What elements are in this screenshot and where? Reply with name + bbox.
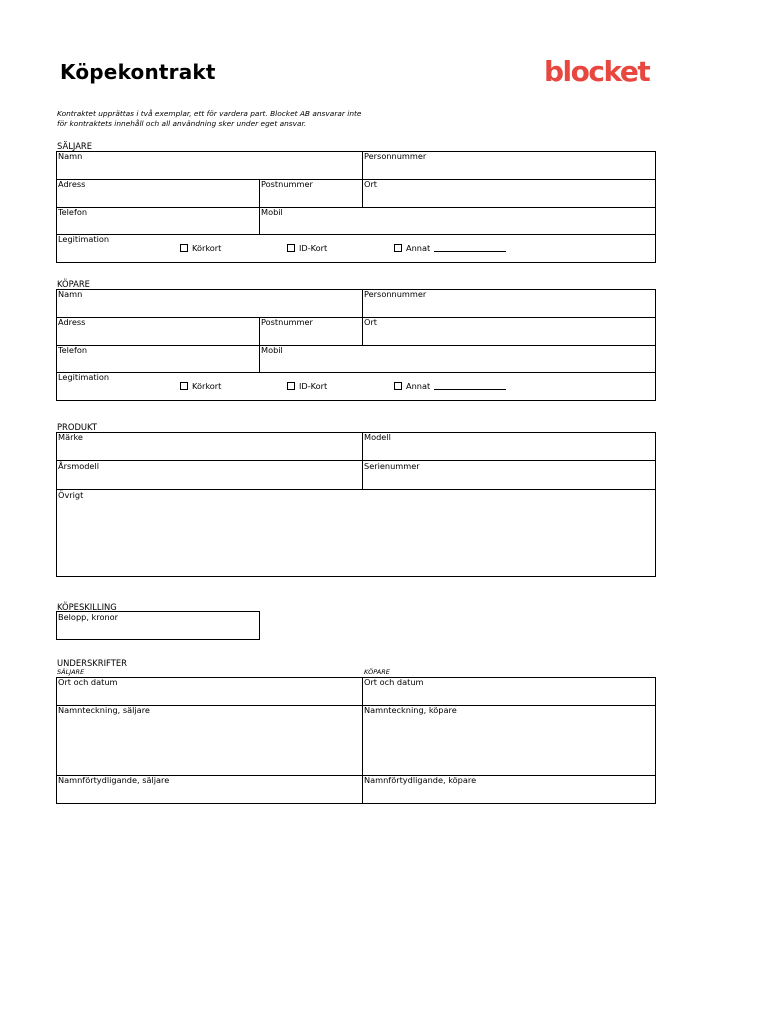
disclaimer-line-1: Kontraktet upprättas i två exemplar, ett för vardera part. Blocket AB ansvarar inte [57,109,362,118]
divider [56,372,656,373]
divider [56,460,656,461]
checkbox-icon[interactable] [394,244,402,252]
buyer-sub-heading: KÖPARE [364,668,390,676]
divider [259,317,260,372]
product-heading: PRODUKT [57,422,97,432]
signatures-heading: UNDERSKRIFTER [57,658,127,668]
divider [56,207,656,208]
price-heading: KÖPESKILLING [57,602,117,612]
divider [362,432,363,489]
disclaimer-line-2: för kontraktets innehåll och all användning sker under eget ansvar. [57,118,307,128]
product-box [56,432,656,577]
divider [56,489,656,490]
seller-mobil-field[interactable]: Mobil [261,207,283,217]
seller-ort-datum-field[interactable]: Ort och datum [58,677,118,687]
buyer-legitimation-label: Legitimation [58,372,110,382]
buyer-postnummer-field[interactable]: Postnummer [261,317,313,327]
product-arsmodell-field[interactable]: Årsmodell [58,461,100,471]
checkbox-icon[interactable] [287,244,295,252]
seller-telefon-field[interactable]: Telefon [58,207,88,217]
seller-sub-heading: SÄLJARE [57,668,85,676]
checkbox-icon[interactable] [180,244,188,252]
buyer-name-field[interactable]: Namn [58,289,83,299]
disclaimer-text [57,109,377,128]
seller-name-clarification-field[interactable]: Namnförtydligande, säljare [58,775,170,785]
buyer-ort-datum-field[interactable]: Ort och datum [364,677,424,687]
buyer-heading: KÖPARE [57,279,90,289]
buyer-telefon-field[interactable]: Telefon [58,345,88,355]
seller-idkort-checkbox[interactable]: ID-Kort [287,243,327,253]
buyer-ort-field[interactable]: Ort [364,317,378,327]
annat-blank-line[interactable] [434,382,506,390]
divider [56,179,656,180]
buyer-adress-field[interactable]: Adress [58,317,86,327]
price-belopp-field[interactable]: Belopp, kronor [58,612,119,622]
checkbox-icon[interactable] [180,382,188,390]
buyer-signature-field[interactable]: Namnteckning, köpare [364,705,457,715]
buyer-annat-checkbox[interactable]: Annat [394,381,506,391]
product-modell-field[interactable]: Modell [364,432,391,442]
divider [56,317,656,318]
divider [362,289,363,345]
buyer-korkort-checkbox[interactable]: Körkort [180,381,221,391]
checkbox-icon[interactable] [394,382,402,390]
divider [56,234,656,235]
seller-postnummer-field[interactable]: Postnummer [261,179,313,189]
product-marke-field[interactable]: Märke [58,432,83,442]
seller-legitimation-label: Legitimation [58,234,110,244]
seller-korkort-checkbox[interactable]: Körkort [180,243,221,253]
product-ovrigt-field[interactable]: Övrigt [58,490,84,500]
buyer-idkort-checkbox[interactable]: ID-Kort [287,381,327,391]
seller-name-field[interactable]: Namn [58,151,83,161]
divider [259,179,260,234]
blocket-logo: blocket [544,55,650,88]
divider [362,151,363,207]
seller-signature-field[interactable]: Namnteckning, säljare [58,705,150,715]
buyer-mobil-field[interactable]: Mobil [261,345,283,355]
seller-personnummer-field[interactable]: Personnummer [364,151,427,161]
annat-blank-line[interactable] [434,244,506,252]
checkbox-icon[interactable] [287,382,295,390]
seller-heading: SÄLJARE [57,141,93,151]
buyer-personnummer-field[interactable]: Personnummer [364,289,427,299]
divider [362,677,363,804]
seller-ort-field[interactable]: Ort [364,179,378,189]
divider [56,345,656,346]
buyer-name-clarification-field[interactable]: Namnförtydligande, köpare [364,775,477,785]
page-title: Köpekontrakt [60,60,216,84]
seller-annat-checkbox[interactable]: Annat [394,243,506,253]
product-serienummer-field[interactable]: Serienummer [364,461,420,471]
seller-adress-field[interactable]: Adress [58,179,86,189]
